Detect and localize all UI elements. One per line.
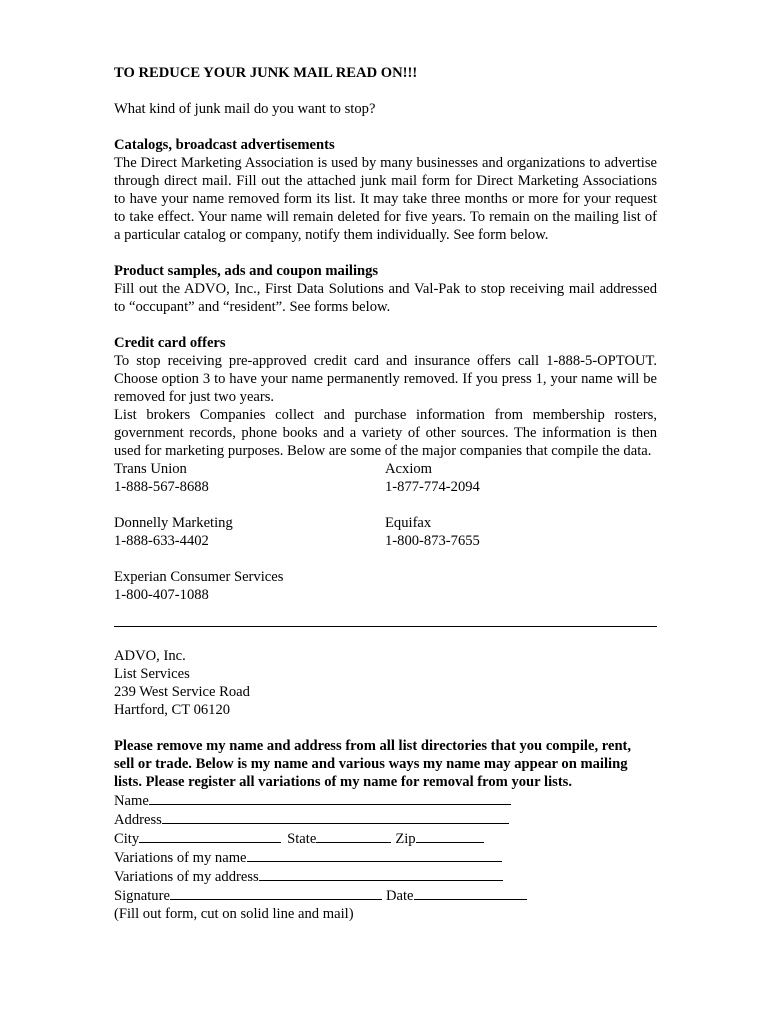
contact-list — [114, 460, 657, 604]
address-field[interactable] — [162, 810, 509, 824]
form-row-signature — [114, 886, 657, 905]
form-instructions: (Fill out form, cut on solid line and mail) — [114, 906, 354, 922]
contact-name: Acxiom — [385, 461, 433, 477]
intro-question: What kind of junk mail do you want to stop? — [114, 101, 376, 117]
page-title: TO REDUCE YOUR JUNK MAIL READ ON!!! — [114, 65, 418, 81]
contact-phone: 1-888-567-8688 — [114, 479, 209, 495]
date-field[interactable] — [414, 886, 527, 900]
contact-name: Trans Union — [114, 461, 187, 477]
signature-field[interactable] — [170, 886, 382, 900]
form-row-city — [114, 829, 657, 848]
contact-phone: 1-800-873-7655 — [385, 533, 480, 549]
contact-phone: 1-888-633-4402 — [114, 533, 209, 549]
samples-body: Fill out the ADVO, Inc., First Data Solutions and Val-Pak to stop receiving mail addressed to “occupant” and “resident”. See forms below. — [114, 281, 657, 315]
form-row-address-variations — [114, 867, 657, 886]
credit-section — [114, 334, 657, 460]
credit-heading: Credit card offers — [114, 335, 226, 351]
contact-name: Equifax — [385, 515, 432, 531]
contact-row — [114, 478, 657, 496]
contact-phone: 1-877-774-2094 — [385, 479, 480, 495]
samples-heading: Product samples, ads and coupon mailings — [114, 263, 379, 279]
catalogs-heading: Catalogs, broadcast advertisements — [114, 137, 335, 153]
state-label: State — [287, 831, 317, 847]
date-label: Date — [385, 888, 414, 904]
state-field[interactable] — [316, 829, 391, 843]
credit-body-brokers: List brokers Companies collect and purchase information from membership rosters, government records, phone books and a variety of other sources. The information is then used for marketing purposes. Below are some of the major companies that compile the data. — [114, 407, 657, 459]
address-line: 239 West Service Road — [114, 684, 250, 700]
document-content — [114, 64, 657, 923]
city-field[interactable] — [139, 829, 281, 843]
catalogs-body: The Direct Marketing Association is used by many businesses and organizations to advertise through direct mail. Fill out the attached junk mail form for Direct Marketing Associations to have your name removed form its list. It may take three months or more for your request to take effect. Your name will remain deleted for five years. To remain on the mailing list of a particular catalog or company, notify them individually. See form below. — [114, 155, 657, 243]
samples-section — [114, 262, 657, 316]
contact-row — [114, 586, 657, 604]
credit-body-optout: To stop receiving pre-approved credit card and insurance offers call 1-888-5-OPTOUT. Choose option 3 to have your name permanently removed. If you press 1, your name will be removed for just two years. — [114, 353, 657, 405]
mailing-address — [114, 647, 657, 719]
address-label: Address — [114, 812, 162, 828]
form-row-name — [114, 791, 657, 810]
contact-row — [114, 568, 657, 586]
address-line: Hartford, CT 06120 — [114, 702, 231, 718]
cut-line-divider — [114, 626, 657, 627]
name-variations-field[interactable] — [247, 848, 502, 862]
zip-label: Zip — [395, 831, 416, 847]
contact-row — [114, 532, 657, 550]
name-field[interactable] — [149, 791, 511, 805]
contact-row — [114, 460, 657, 478]
form-row-name-variations — [114, 848, 657, 867]
contact-phone: 1-800-407-1088 — [114, 587, 209, 603]
address-variations-field[interactable] — [259, 867, 503, 881]
contact-name: Donnelly Marketing — [114, 515, 233, 531]
contact-name: Experian Consumer Services — [114, 569, 284, 585]
address-line: ADVO, Inc. — [114, 648, 186, 664]
catalogs-section — [114, 136, 657, 244]
zip-field[interactable] — [416, 829, 484, 843]
removal-form — [114, 791, 657, 923]
form-row-address — [114, 810, 657, 829]
city-label: City — [114, 831, 140, 847]
name-label: Name — [114, 793, 149, 809]
contact-row — [114, 514, 657, 532]
removal-request: Please remove my name and address from all list directories that you compile, rent, sell or trade. Below is my name and various ways my name may appear on mailing lists. Please register all variations of my name for removal from your lists. — [114, 738, 632, 790]
name-variations-label: Variations of my name — [114, 850, 247, 866]
address-variations-label: Variations of my address — [114, 869, 259, 885]
address-line: List Services — [114, 666, 190, 682]
signature-label: Signature — [114, 888, 170, 904]
